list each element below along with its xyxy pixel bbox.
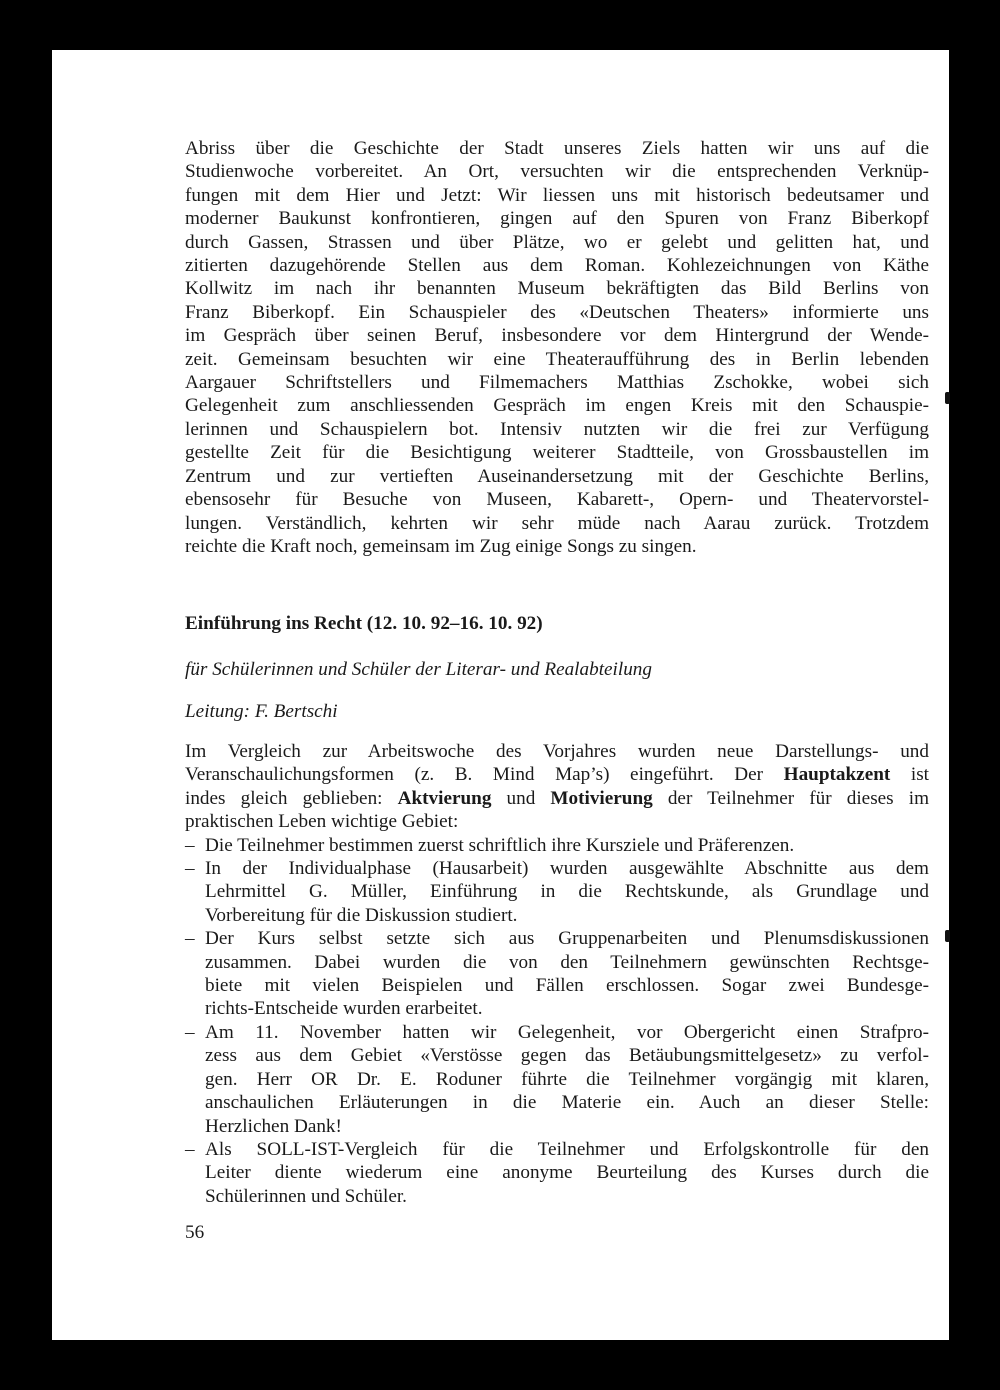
- intro-line: ebensosehr für Besuche von Museen, Kabarett-, Opern- und Theatervorstel-: [185, 489, 929, 511]
- item-line: Herzlichen Dank!: [205, 1115, 342, 1137]
- body-text: ist: [890, 764, 929, 786]
- body-line: [185, 787, 929, 810]
- intro-line: zitierten dazugehörende Stellen aus dem Roman. Kohlezeichnungen von Käthe: [185, 255, 929, 277]
- body-line: praktischen Leben wichtige Gebiet:: [185, 811, 459, 833]
- dash-marker: –: [185, 928, 195, 950]
- dash-marker: –: [185, 1021, 195, 1043]
- bold-term: Hauptakzent: [783, 764, 891, 786]
- intro-line: reichte die Kraft noch, gemeinsam im Zug einige Songs zu singen.: [185, 535, 697, 557]
- intro-line: lerinnen und Schauspielern bot. Intensiv nutzten wir die frei zur Verfügung: [185, 418, 929, 440]
- intro-paragraph: [185, 137, 929, 558]
- list-item: [185, 1021, 929, 1138]
- intro-line: Studienwoche vorbereitet. An Ort, versuchten wir die entsprechenden Verknüp-: [185, 161, 929, 183]
- item-line: Als SOLL-IST-Vergleich für die Teilnehmer und Erfolgskontrolle für den: [205, 1138, 929, 1160]
- item-line: zusammen. Dabei wurden die von den Teilnehmern gewünschten Rechtsge-: [205, 951, 929, 973]
- bold-term: Motivierung: [550, 787, 653, 809]
- item-line: Am 11. November hatten wir Gelegenheit, vor Obergericht einen Strafpro-: [205, 1021, 929, 1043]
- intro-line: im Gespräch über seinen Beruf, insbesondere vor dem Hintergrund der Wende-: [185, 325, 929, 347]
- intro-line: moderner Baukunst konfrontieren, gingen auf den Spuren von Franz Biberkopf: [185, 208, 929, 230]
- list-item: [185, 857, 929, 927]
- list-item: [185, 834, 929, 857]
- list-item: [185, 927, 929, 1021]
- scan-mark: [945, 392, 950, 404]
- intro-line: lungen. Verständlich, kehrten wir sehr müde nach Aarau zurück. Trotzdem: [185, 512, 929, 534]
- item-line: Lehrmittel G. Müller, Einführung in die Rechtskunde, als Grundlage und: [205, 881, 929, 903]
- item-line: Leiter diente wiederum eine anonyme Beurteilung des Kurses durch die: [205, 1162, 929, 1184]
- bullet-list: [185, 834, 929, 1209]
- item-line: richts-Entscheide wurden erarbeitet.: [205, 998, 483, 1020]
- body-line: [185, 763, 929, 786]
- item-line: Vorbereitung für die Diskussion studiert.: [205, 904, 518, 926]
- intro-line: Franz Biberkopf. Ein Schauspieler des «Deutschen Theaters» informierte uns: [185, 301, 929, 323]
- item-line: Die Teilnehmer bestimmen zuerst schriftlich ihre Kursziele und Präferenzen.: [205, 834, 795, 856]
- body-line: Im Vergleich zur Arbeitswoche des Vorjahres wurden neue Darstellungs- und: [185, 741, 929, 762]
- scan-mark: [945, 930, 950, 942]
- intro-line: Kollwitz im nach ihr benannten Museum bekräftigten das Bild Berlins von: [185, 278, 929, 300]
- item-line: In der Individualphase (Hausarbeit) wurden ausgewählte Abschnitte aus dem: [205, 858, 929, 880]
- intro-line: zeit. Gemeinsam besuchten wir eine Theateraufführung des in Berlin lebenden: [185, 348, 929, 370]
- section-leitung: Leitung: F. Bertschi: [185, 701, 338, 722]
- intro-line: durch Gassen, Strassen und über Plätze, wo er gelebt und gelitten hat, und: [185, 231, 929, 253]
- item-line: anschaulichen Erläuterungen in die Materie ein. Auch an dieser Stelle:: [205, 1092, 929, 1114]
- bold-term: Aktvierung: [397, 787, 492, 809]
- intro-line: Zentrum und zur vertieften Auseinandersetzung mit der Geschichte Berlins,: [185, 465, 929, 487]
- section-heading: Einführung ins Recht (12. 10. 92–16. 10. 92): [185, 613, 543, 634]
- intro-line: Aargauer Schriftstellers und Filmemachers Matthias Zschokke, wobei sich: [185, 372, 929, 394]
- dash-marker: –: [185, 834, 195, 856]
- intro-line: fungen mit dem Hier und Jetzt: Wir liessen uns mit historisch bedeutsamer und: [185, 184, 929, 206]
- section-body: [185, 740, 929, 1208]
- body-text: und: [491, 787, 551, 809]
- document-page: [52, 50, 949, 1340]
- item-line: zess aus dem Gebiet «Verstösse gegen das Betäubungsmittelgesetz» zu verfol-: [205, 1045, 929, 1067]
- body-text: indes gleich geblieben:: [185, 787, 398, 809]
- dash-marker: –: [185, 858, 195, 880]
- intro-line: Gelegenheit zum anschliessenden Gespräch im engen Kreis mit den Schauspie-: [185, 395, 929, 417]
- page-number: 56: [185, 1222, 205, 1243]
- section-subtitle: für Schülerinnen und Schüler der Literar- und Realabteilung: [185, 659, 652, 680]
- dash-marker: –: [185, 1138, 195, 1160]
- item-line: biete mit vielen Beispielen und Fällen erschlossen. Sogar zwei Bundesge-: [205, 975, 929, 997]
- body-text: Veranschaulichungsformen (z. B. Mind Map’s) eingeführt. Der: [185, 764, 784, 786]
- list-item: [185, 1138, 929, 1208]
- body-text: der Teilnehmer für dieses im: [652, 787, 929, 809]
- intro-line: Abriss über die Geschichte der Stadt unseres Ziels hatten wir uns auf die: [185, 138, 929, 159]
- item-line: Schülerinnen und Schüler.: [205, 1185, 407, 1207]
- item-line: gen. Herr OR Dr. E. Roduner führte die Teilnehmer vorgängig mit klaren,: [205, 1068, 929, 1090]
- intro-line: gestellte Zeit für die Besichtigung weiterer Stadtteile, von Grossbaustellen im: [185, 442, 929, 464]
- item-line: Der Kurs selbst setzte sich aus Gruppenarbeiten und Plenumsdiskussionen: [205, 928, 929, 950]
